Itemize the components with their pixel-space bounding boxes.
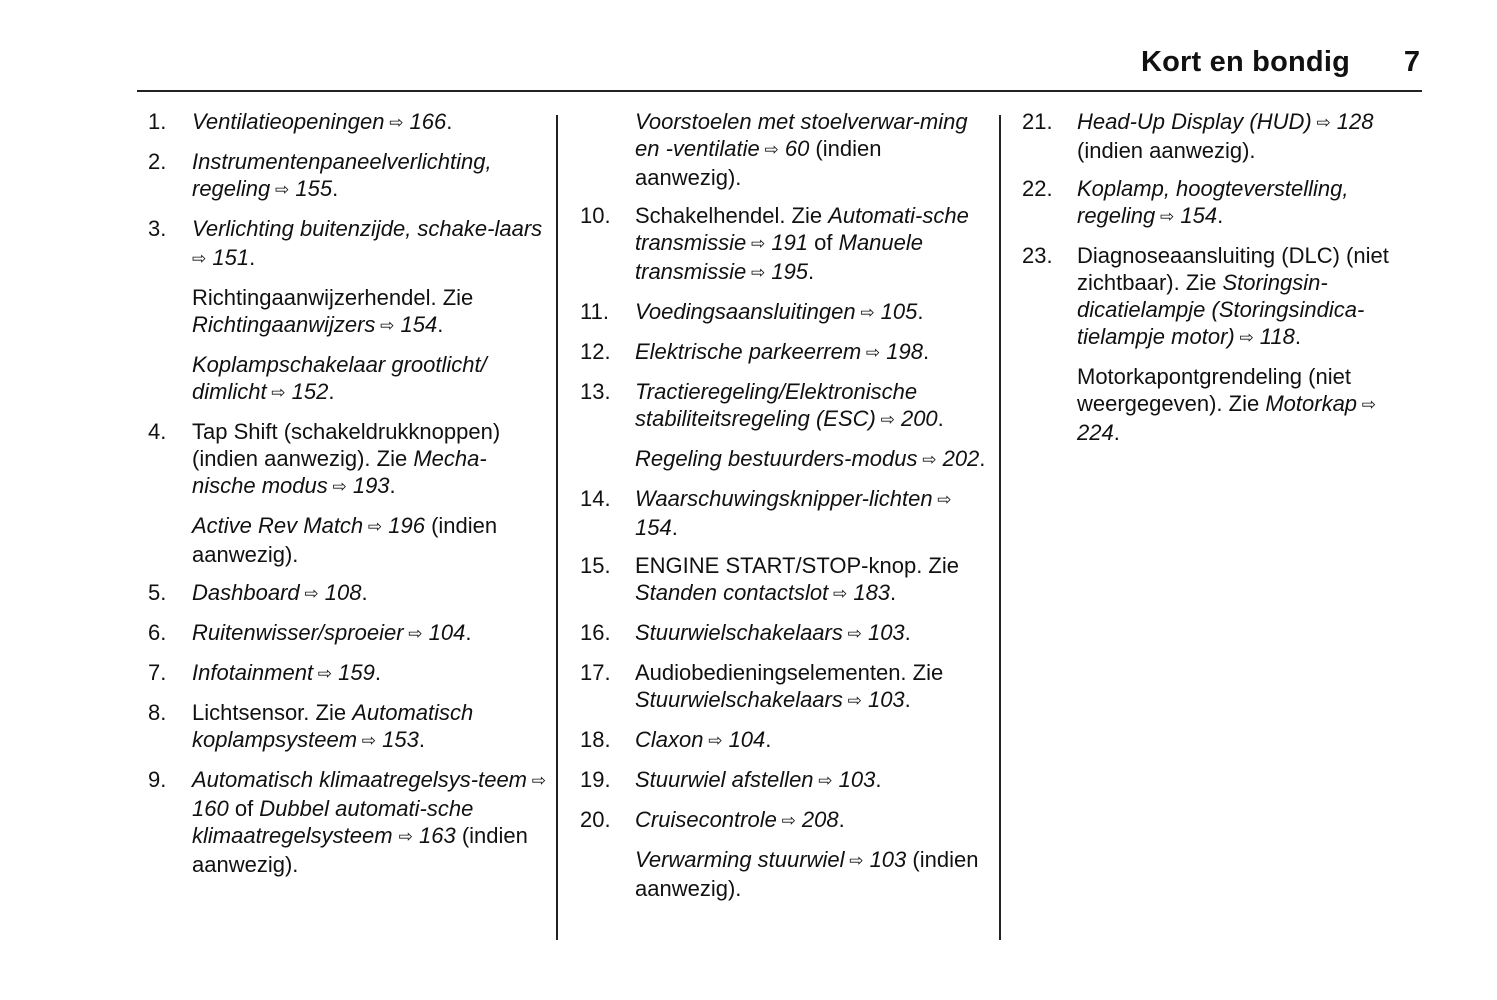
page-reference-arrow-icon: ⇨ bbox=[917, 450, 937, 469]
column-divider bbox=[556, 115, 558, 940]
reference-text: Verwarming stuurwiel bbox=[635, 847, 845, 872]
item-text: Tap Shift (schakeldrukknoppen) (indien aanwezig). Zie bbox=[192, 419, 501, 471]
page-reference-arrow-icon: ⇨ bbox=[357, 731, 377, 750]
item-text: . bbox=[904, 687, 911, 712]
page-number: 7 bbox=[1403, 46, 1420, 78]
item-text: . bbox=[937, 406, 944, 431]
item-text: Diagnoseaansluiting (DLC) (niet zichtbaar). Zie bbox=[1077, 243, 1389, 295]
reference-text: 208 bbox=[795, 807, 839, 832]
list-item bbox=[580, 202, 990, 287]
page-reference-arrow-icon: ⇨ bbox=[844, 851, 864, 870]
item-text: . bbox=[361, 580, 368, 605]
reference-text: 103 bbox=[861, 687, 905, 712]
page-reference-arrow-icon: ⇨ bbox=[813, 771, 833, 790]
item-number: 22. bbox=[1022, 176, 1053, 201]
item-text: . bbox=[838, 807, 845, 832]
item-text: (indien aanwezig). bbox=[1077, 138, 1256, 163]
reference-text: Motorkap bbox=[1265, 391, 1358, 416]
list-item bbox=[580, 378, 990, 434]
item-text: Motorkapontgrendeling (niet weergegeven). Zie bbox=[1077, 364, 1351, 416]
item-text: . bbox=[465, 620, 472, 645]
item-text: Richtingaanwijzerhendel. Zie bbox=[192, 285, 474, 310]
reference-text: Infotainment bbox=[192, 660, 314, 685]
page-reference-arrow-icon: ⇨ bbox=[1155, 207, 1175, 226]
reference-text: Voorstoelen met stoelverwar-ming en -ventilatie bbox=[635, 109, 968, 161]
reference-text: 118 bbox=[1253, 324, 1295, 349]
list-item bbox=[148, 215, 548, 273]
page-reference-arrow-icon: ⇨ bbox=[327, 477, 347, 496]
reference-text: Richtingaanwijzers bbox=[192, 312, 376, 337]
reference-text: Stuurwielschakelaars bbox=[635, 687, 843, 712]
reference-text: Tractieregeling/Elektronische stabiliteitsregeling (ESC) bbox=[635, 379, 918, 431]
page-reference-arrow-icon: ⇨ bbox=[1357, 395, 1377, 414]
column-right bbox=[1022, 108, 1412, 457]
column-divider bbox=[999, 115, 1001, 940]
page-reference-arrow-icon: ⇨ bbox=[1234, 328, 1254, 347]
page-reference-arrow-icon: ⇨ bbox=[861, 343, 881, 362]
page-reference-arrow-icon: ⇨ bbox=[875, 410, 895, 429]
reference-text: Regeling bestuurders-modus bbox=[635, 446, 918, 471]
reference-text: Mecha-nische modus bbox=[192, 446, 487, 498]
item-text: . bbox=[765, 727, 772, 752]
reference-text: Automatisch klimaatregelsys-teem bbox=[192, 767, 528, 792]
item-text: (indien aanwezig). bbox=[192, 823, 528, 877]
reference-text: 103 bbox=[863, 847, 907, 872]
reference-text: 195 bbox=[765, 259, 809, 284]
reference-text: Koplamp, hoogteverstelling, regeling bbox=[1077, 176, 1349, 228]
list-item bbox=[580, 298, 990, 327]
reference-text: 163 bbox=[412, 823, 456, 848]
list-item bbox=[1022, 242, 1412, 352]
reference-text: 198 bbox=[880, 339, 923, 364]
list-item-continuation bbox=[580, 846, 990, 902]
reference-text: 200 bbox=[894, 406, 938, 431]
reference-text: 154 bbox=[394, 312, 438, 337]
item-text: . bbox=[917, 299, 924, 324]
list-item bbox=[580, 726, 990, 755]
page-reference-arrow-icon: ⇨ bbox=[842, 691, 862, 710]
item-number: 5. bbox=[148, 580, 167, 605]
column-middle bbox=[580, 108, 990, 913]
reference-text: Manuele transmissie bbox=[635, 230, 924, 284]
reference-text: 193 bbox=[346, 473, 390, 498]
item-text: . bbox=[671, 515, 678, 540]
reference-text: 155 bbox=[289, 176, 333, 201]
item-text: (indien aanwezig). bbox=[635, 136, 882, 190]
reference-text: Head-Up Display (HUD) bbox=[1077, 109, 1312, 134]
page-reference-arrow-icon: ⇨ bbox=[398, 827, 413, 846]
item-number: 1. bbox=[148, 109, 167, 134]
item-text: of bbox=[228, 796, 260, 821]
column-left bbox=[148, 108, 548, 889]
item-text: (indien aanwezig). bbox=[192, 513, 498, 567]
reference-text: 202 bbox=[936, 446, 980, 471]
item-number: 12. bbox=[580, 339, 611, 364]
item-number: 4. bbox=[148, 419, 167, 444]
list-item-continuation bbox=[148, 351, 548, 407]
reference-text: Dashboard bbox=[192, 580, 300, 605]
item-text: . bbox=[922, 339, 930, 364]
item-number: 16. bbox=[580, 620, 611, 645]
reference-text: Verlichting buitenzijde, schake-laars bbox=[192, 216, 543, 241]
reference-text: 160 bbox=[192, 796, 229, 821]
item-text: . bbox=[904, 620, 911, 645]
item-number: 9. bbox=[148, 767, 167, 792]
item-text: Lichtsensor. Zie bbox=[192, 700, 353, 725]
page-reference-arrow-icon: ⇨ bbox=[776, 811, 796, 830]
item-text bbox=[393, 823, 399, 848]
item-text: . bbox=[875, 767, 882, 792]
reference-text: Elektrische parkeerrem bbox=[635, 339, 862, 364]
reference-text: Claxon bbox=[635, 727, 704, 752]
item-text: Audiobedieningselementen. Zie bbox=[635, 660, 944, 685]
item-text: . bbox=[1294, 324, 1301, 349]
list-item bbox=[580, 806, 990, 835]
list-item-continuation bbox=[148, 512, 548, 568]
reference-text: 104 bbox=[722, 727, 766, 752]
list-item bbox=[148, 699, 548, 755]
reference-text: 151 bbox=[206, 245, 250, 270]
item-number: 3. bbox=[148, 216, 167, 241]
item-text: (indien aanwezig). bbox=[635, 847, 979, 901]
page-header bbox=[137, 44, 1422, 92]
item-number: 11. bbox=[580, 299, 609, 324]
reference-text: Instrumentenpaneelverlichting, regeling bbox=[192, 149, 492, 201]
reference-text: 103 bbox=[832, 767, 876, 792]
reference-text: 103 bbox=[861, 620, 905, 645]
item-number: 13. bbox=[580, 379, 611, 404]
list-item bbox=[580, 485, 990, 541]
item-text: of bbox=[808, 230, 839, 255]
reference-text: Voedingsaansluitingen bbox=[635, 299, 856, 324]
item-text: . bbox=[1217, 203, 1224, 228]
reference-text: Dubbel automati-sche klimaatregelsysteem bbox=[192, 796, 474, 848]
reference-text: Stuurwielschakelaars bbox=[635, 620, 843, 645]
page-reference-arrow-icon: ⇨ bbox=[299, 584, 319, 603]
page-reference-arrow-icon: ⇨ bbox=[384, 113, 404, 132]
reference-text: Automati-sche transmissie bbox=[635, 203, 969, 255]
list-item bbox=[148, 148, 548, 204]
item-number: 7. bbox=[148, 660, 167, 685]
list-item bbox=[148, 619, 548, 648]
reference-text: 60 bbox=[778, 136, 810, 161]
item-number: 10. bbox=[580, 203, 611, 228]
reference-text: 154 bbox=[635, 515, 672, 540]
reference-text: Stuurwiel afstellen bbox=[635, 767, 814, 792]
list-item-continuation bbox=[148, 284, 548, 340]
item-number: 8. bbox=[148, 700, 167, 725]
reference-text: Standen contactslot bbox=[635, 580, 829, 605]
page-reference-arrow-icon: ⇨ bbox=[375, 316, 395, 335]
reference-text: 153 bbox=[376, 727, 419, 752]
page-reference-arrow-icon: ⇨ bbox=[746, 234, 766, 253]
list-item bbox=[580, 619, 990, 648]
reference-text: Storingsin-dicatielampje (Storingsindica-tielampje motor) bbox=[1077, 270, 1365, 349]
list-item bbox=[1022, 108, 1412, 164]
item-text: Schakelhendel. Zie bbox=[635, 203, 829, 228]
page-reference-arrow-icon: ⇨ bbox=[932, 490, 952, 509]
page-reference-arrow-icon: ⇨ bbox=[527, 771, 546, 790]
list-item bbox=[580, 338, 990, 367]
item-number: 17. bbox=[580, 660, 611, 685]
page-reference-arrow-icon: ⇨ bbox=[855, 303, 875, 322]
page-reference-arrow-icon: ⇨ bbox=[703, 731, 723, 750]
page-reference-arrow-icon: ⇨ bbox=[746, 263, 766, 282]
reference-text: 152 bbox=[285, 379, 329, 404]
list-item-continuation bbox=[1022, 363, 1412, 446]
item-text: . bbox=[808, 259, 815, 284]
item-number: 15. bbox=[580, 553, 611, 578]
item-number: 14. bbox=[580, 486, 611, 511]
item-text: . bbox=[249, 245, 256, 270]
list-item-continuation bbox=[580, 445, 990, 474]
section-title: Kort en bondig bbox=[1141, 46, 1350, 78]
item-number: 23. bbox=[1022, 243, 1053, 268]
reference-text: Cruisecontrole bbox=[635, 807, 777, 832]
reference-text: 166 bbox=[403, 109, 447, 134]
item-text: . bbox=[332, 176, 339, 201]
reference-text: 196 bbox=[382, 513, 425, 538]
reference-text: Automatisch koplampsysteem bbox=[192, 700, 474, 752]
reference-text: 128 bbox=[1330, 109, 1374, 134]
reference-text: Ventilatieopeningen bbox=[192, 109, 385, 134]
list-item bbox=[580, 766, 990, 795]
reference-text: Waarschuwingsknipper-lichten bbox=[635, 486, 933, 511]
reference-text: 191 bbox=[765, 230, 809, 255]
item-number: 20. bbox=[580, 807, 611, 832]
page-reference-arrow-icon: ⇨ bbox=[363, 517, 383, 536]
item-text: . bbox=[437, 312, 444, 337]
reference-text: 154 bbox=[1174, 203, 1218, 228]
page-reference-arrow-icon: ⇨ bbox=[842, 624, 862, 643]
reference-text: 183 bbox=[847, 580, 891, 605]
item-text: . bbox=[1113, 420, 1120, 445]
reference-text: 224 bbox=[1077, 420, 1114, 445]
reference-text: Active Rev Match bbox=[192, 513, 364, 538]
item-number: 21. bbox=[1022, 109, 1053, 134]
item-text: . bbox=[979, 446, 986, 471]
list-item bbox=[148, 579, 548, 608]
page-reference-arrow-icon: ⇨ bbox=[266, 383, 286, 402]
page-reference-arrow-icon: ⇨ bbox=[403, 624, 423, 643]
list-item bbox=[148, 659, 548, 688]
page-reference-arrow-icon: ⇨ bbox=[759, 140, 779, 159]
reference-text: Ruitenwisser/sproeier bbox=[192, 620, 404, 645]
item-text: ENGINE START/STOP-knop. Zie bbox=[635, 553, 959, 578]
item-text: . bbox=[328, 379, 335, 404]
item-text: . bbox=[418, 727, 425, 752]
item-text: . bbox=[389, 473, 396, 498]
reference-text: 108 bbox=[318, 580, 362, 605]
list-item bbox=[580, 659, 990, 715]
page-reference-arrow-icon: ⇨ bbox=[828, 584, 848, 603]
list-item bbox=[148, 108, 548, 137]
reference-text: Koplampschakelaar grootlicht/ dimlicht bbox=[192, 352, 487, 404]
page-reference-arrow-icon: ⇨ bbox=[270, 180, 290, 199]
list-item bbox=[148, 418, 548, 501]
item-number: 18. bbox=[580, 727, 611, 752]
item-number: 6. bbox=[148, 620, 167, 645]
page-reference-arrow-icon: ⇨ bbox=[192, 249, 207, 268]
list-item-continuation bbox=[580, 108, 990, 191]
list-item bbox=[580, 552, 990, 608]
item-number: 19. bbox=[580, 767, 611, 792]
item-text: . bbox=[374, 660, 381, 685]
reference-text: 159 bbox=[332, 660, 375, 685]
item-text: . bbox=[890, 580, 897, 605]
page-reference-arrow-icon: ⇨ bbox=[1311, 113, 1331, 132]
item-text: . bbox=[446, 109, 453, 134]
list-item bbox=[148, 766, 548, 878]
page-reference-arrow-icon: ⇨ bbox=[313, 664, 333, 683]
reference-text: 104 bbox=[422, 620, 466, 645]
reference-text: 105 bbox=[874, 299, 918, 324]
item-number: 2. bbox=[148, 149, 167, 174]
list-item bbox=[1022, 175, 1412, 231]
